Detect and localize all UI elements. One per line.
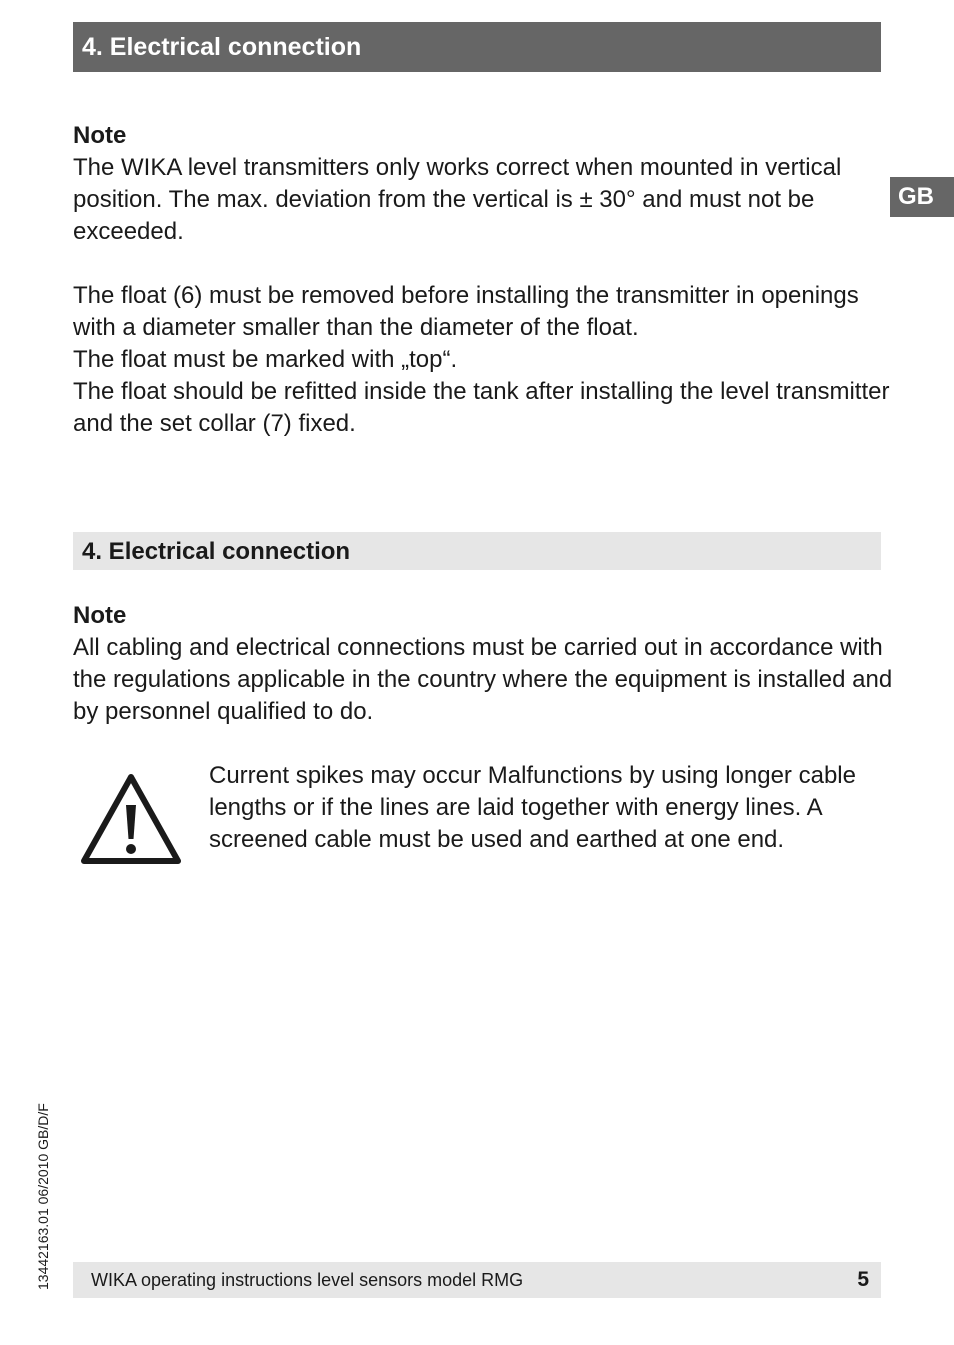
electrical-note-section xyxy=(73,600,893,728)
page-header xyxy=(73,22,881,72)
electrical-note-paragraph: All cabling and electrical connections must be carried out in accordance with the regulations applicable in the country where the equipment is installed and by personnel qualified to do. xyxy=(73,634,893,725)
note-heading: Note xyxy=(73,602,127,629)
page-header-title: 4. Electrical connection xyxy=(82,33,362,61)
mounting-note-section xyxy=(73,120,893,248)
language-tab xyxy=(890,177,954,217)
float-paragraph-marking: The float must be marked with „top“. xyxy=(73,346,458,373)
float-paragraph-removal: The float (6) must be removed before installing the transmitter in openings with a diameter smaller than the diameter of the float. xyxy=(73,282,859,341)
footer-text: WIKA operating instructions level sensors model RMG xyxy=(91,1269,524,1290)
float-paragraph-refit: The float should be refitted inside the tank after installing the level transmitter and the set collar (7) fixed. xyxy=(73,378,890,437)
warning-triangle-icon xyxy=(80,773,182,867)
section-heading-title: 4. Electrical connection xyxy=(82,538,351,565)
note-paragraph-vertical: The WIKA level transmitters only works correct when mounted in vertical position. The max. deviation from the vertical is ± 30° and must not be exceeded. xyxy=(73,154,842,245)
section-heading xyxy=(73,532,881,570)
note-heading: Note xyxy=(73,122,127,149)
language-tab-label: GB xyxy=(898,183,934,210)
warning-message: Current spikes may occur Malfunctions by using longer cable lengths or if the lines are laid together with energy lines. A screened cable must be used and earthed at one end. xyxy=(209,762,856,853)
document-code: 13442163.01 06/2010 GB/D/F xyxy=(35,1103,51,1290)
page-number: 5 xyxy=(857,1268,869,1291)
float-instructions xyxy=(73,280,893,440)
page-footer xyxy=(73,1262,881,1298)
